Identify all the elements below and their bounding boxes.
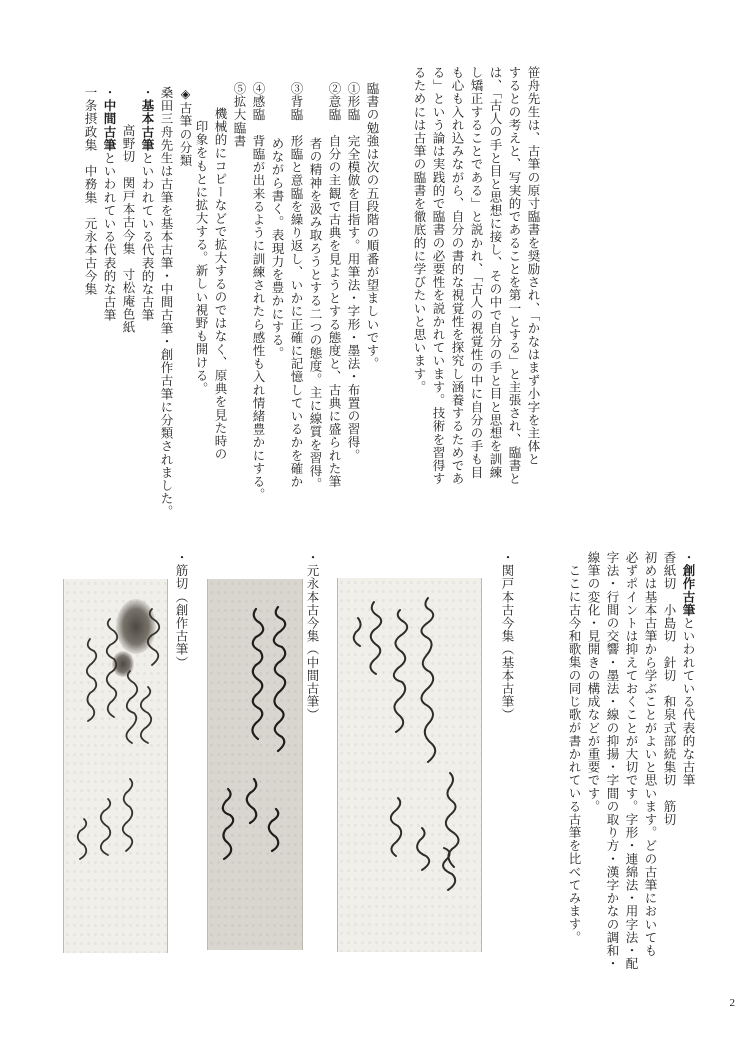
calligraphy-strokes bbox=[208, 579, 302, 950]
intro-line: る」という論は実践的で臨書の必要性を説かれています。技術を習得す bbox=[431, 66, 446, 486]
stage-4 bbox=[249, 82, 268, 512]
chukan-items: 一条摂政集 中務集 元永本古今集 bbox=[83, 86, 98, 296]
stage-1 bbox=[344, 82, 363, 512]
page-number: 2 bbox=[729, 997, 735, 1009]
advice-line: 線筆の変化・見開きの構成などが重要です。 bbox=[586, 551, 601, 813]
stage-2 bbox=[325, 82, 344, 512]
stage-title: ①形臨 bbox=[346, 82, 361, 122]
stage-text: 形臨と意臨を繰り返し、いかに正確に記憶しているかを確か bbox=[289, 134, 304, 489]
stage-title: ③背臨 bbox=[289, 82, 304, 122]
stage-5-cont: 印象をもとに拡大する。新しい視野も開ける。 bbox=[194, 119, 209, 395]
advice-line: 字法・行間の交響・墨法・線の抑揚・字間の取り方・漢字かなの調和・ bbox=[605, 551, 620, 971]
sekido-manuscript-image bbox=[337, 578, 482, 952]
intro-line: するとの考えと、写実的であることを第一とする」と主張され、臨書と bbox=[507, 66, 522, 486]
intro-paragraph bbox=[410, 66, 543, 516]
stage-5: ⑤拡大臨書 bbox=[232, 82, 247, 148]
stage-title: ④感臨 bbox=[251, 82, 266, 122]
classification-text: 桑田三舟先生は古筆を基本古筆・中間古筆・創作古筆に分類されました。 bbox=[159, 86, 174, 519]
stage-text: 背臨が出来るように訓練されたら感性も入れ情緒豊かにする。 bbox=[251, 134, 266, 502]
stage-3 bbox=[287, 82, 306, 512]
intro-line: し矯正することである」と説かれ、「古人の視覚性の中に自分の手も目 bbox=[469, 66, 484, 479]
chukan-label: 中間古筆 bbox=[102, 99, 117, 152]
stage-text: 自分の主観で古典を見ようとする態度と、古典に盛られた筆 bbox=[327, 134, 342, 489]
classification-heading: ◈古筆の分類 bbox=[178, 86, 193, 168]
sosaku-items: 香紙切 小島切 針切 和泉式部続集切 筋切 bbox=[662, 551, 677, 827]
intro-line: も心も入れ込みながら、自分の書的な視覚性を探究し涵養するためであ bbox=[450, 66, 465, 486]
stage-2-cont: 者の精神を汲み取ろうとする二つの態度。主に線質を習得。 bbox=[308, 137, 323, 491]
sujigire-manuscript-image bbox=[63, 579, 168, 953]
compare-text: ここに古今和歌集の同じ歌が書かれている古筆を比べてみます。 bbox=[567, 563, 582, 944]
intro-line: 笹舟先生は、古筆の原寸臨書を奨励され、「かなはまず小字を主体と bbox=[526, 66, 541, 466]
sosaku-heading: ・創作古筆といわれている代表的な古筆 bbox=[681, 551, 696, 787]
caption-sujigire: ・筋切（創作古筆） bbox=[174, 551, 189, 669]
intro-line: るためには古筆の臨書を徹底的に学びたいと思います。 bbox=[412, 66, 427, 394]
advice-line: 初めは基本古筆から学ぶことがよいと思います。どの古筆においても bbox=[643, 551, 658, 958]
chukan-heading: ・中間古筆といわれている代表的な古筆 bbox=[102, 86, 117, 322]
diamond-icon: ◈ bbox=[178, 86, 193, 102]
calligraphy-strokes bbox=[338, 578, 481, 952]
genei-manuscript-image bbox=[207, 579, 303, 950]
stages-intro: 臨書の勉強は次の五段階の順番が望ましいです。 bbox=[365, 82, 380, 371]
stage-title: ②意臨 bbox=[327, 82, 342, 122]
caption-genei: ・元永本古今集（中間古筆） bbox=[305, 551, 320, 722]
stage-3-cont: めながら書く。表現力を豊かにする。 bbox=[270, 137, 285, 360]
classification-block bbox=[81, 86, 195, 519]
kihon-heading: ・基本古筆といわれている代表的な古筆 bbox=[140, 86, 155, 322]
kihon-label: 基本古筆 bbox=[140, 99, 155, 152]
kihon-items: 高野切 関戸本古今集 寸松庵色紙 bbox=[121, 123, 136, 334]
calligraphy-strokes bbox=[64, 579, 167, 953]
caption-sekido: ・関戸本古今集（基本古筆） bbox=[500, 551, 515, 722]
stage-5-text: 機械的にコピーなどで拡大するのではなく、原典を見た時の bbox=[213, 107, 228, 461]
stages-block bbox=[192, 82, 382, 512]
stage-text: 完全模倣を目指す。用筆法・字形・墨法・布置の習得。 bbox=[346, 134, 361, 462]
sosaku-label: 創作古筆 bbox=[681, 564, 696, 617]
intro-line: は、「古人の手と目と思想に接し、その中で自分の手と目と思想を訓練 bbox=[488, 66, 503, 479]
advice-line: 必ずポイントは抑えておくことが大切です。字形・連綿法・用字法・配 bbox=[624, 551, 639, 971]
sosaku-block bbox=[565, 551, 698, 971]
